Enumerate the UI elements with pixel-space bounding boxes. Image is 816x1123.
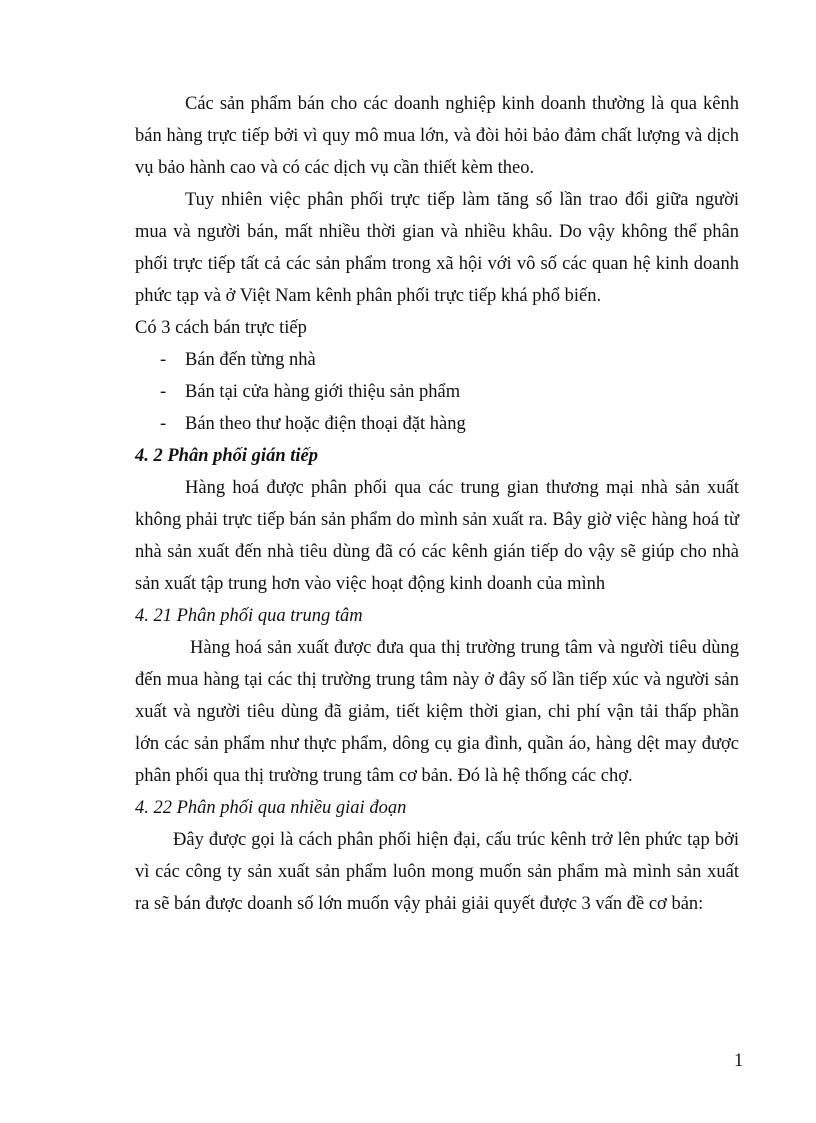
section-heading-indirect-distribution: 4. 2 Phân phối gián tiếp <box>135 446 318 466</box>
page-number: 1 <box>734 1051 744 1071</box>
list-dash: - <box>160 414 167 434</box>
list-item-text: Bán theo thư hoặc điện thoại đặt hàng <box>185 414 466 434</box>
document-page <box>135 88 739 920</box>
direct-sales-methods-list <box>135 344 739 440</box>
list-item-text: Bán tại cửa hàng giới thiệu sản phẩm <box>185 382 461 402</box>
list-item <box>135 376 739 408</box>
subsection-heading-multistage-distribution: 4. 22 Phân phối qua nhiều giai đoạn <box>135 798 407 818</box>
list-item <box>135 408 739 440</box>
list-item <box>135 344 739 376</box>
list-intro: Có 3 cách bán trực tiếp <box>135 318 307 338</box>
paragraph-indirect-distribution: Hàng hoá được phân phối qua các trung gian thương mại nhà sản xuất không phải trực tiếp bán sản phẩm do mình sản xuất ra. Bây giờ việc hàng hoá từ nhà sản xuất đến nhà tiêu dùng đã có các kênh gián tiếp do vậy sẽ giúp cho nhà sản xuất tập trung hơn vào việc hoạt động kinh doanh của mình <box>135 478 739 594</box>
paragraph-central-market: Hàng hoá sản xuất được đưa qua thị trường trung tâm và người tiêu dùng đến mua hàng tại các thị trường trung tâm này ở đây số lần tiếp xúc và người sản xuất và người tiêu dùng đã giảm, tiết kiệm thời gian, chi phí vận tải thấp phần lớn các sản phẩm như thực phẩm, dông cụ gia đình, quần áo, hàng dệt may được phân phối qua thị trường trung tâm cơ bản. Đó là hệ thống các chợ. <box>135 638 739 786</box>
list-dash: - <box>160 382 167 402</box>
list-dash: - <box>160 350 167 370</box>
subsection-heading-central-distribution: 4. 21 Phân phối qua trung tâm <box>135 606 363 626</box>
paragraph-direct-sales-business: Các sản phẩm bán cho các doanh nghiệp kinh doanh thường là qua kênh bán hàng trực tiếp bởi vì quy mô mua lớn, và đòi hỏi bảo đảm chất lượng và dịch vụ bảo hành cao và có các dịch vụ cần thiết kèm theo. <box>135 94 739 178</box>
list-item-text: Bán đến từng nhà <box>185 350 316 370</box>
paragraph-modern-distribution: Đây được gọi là cách phân phối hiện đại, cấu trúc kênh trở lên phức tạp bởi vì các công ty sản xuất sản phẩm luôn mong muốn sản phẩm mà mình sản xuất ra sẽ bán được doanh số lớn muốn vậy phải giải quyết được 3 vấn đề cơ bản: <box>135 830 739 914</box>
paragraph-direct-distribution-drawbacks: Tuy nhiên việc phân phối trực tiếp làm tăng số lần trao đổi giữa người mua và người bán, mất nhiều thời gian và nhiều khâu. Do vậy không thể phân phối trực tiếp tất cả các sản phẩm trong xã hội với vô số các quan hệ kinh doanh phức tạp và ở Việt Nam kênh phân phối trực tiếp khá phổ biến. <box>135 190 739 306</box>
